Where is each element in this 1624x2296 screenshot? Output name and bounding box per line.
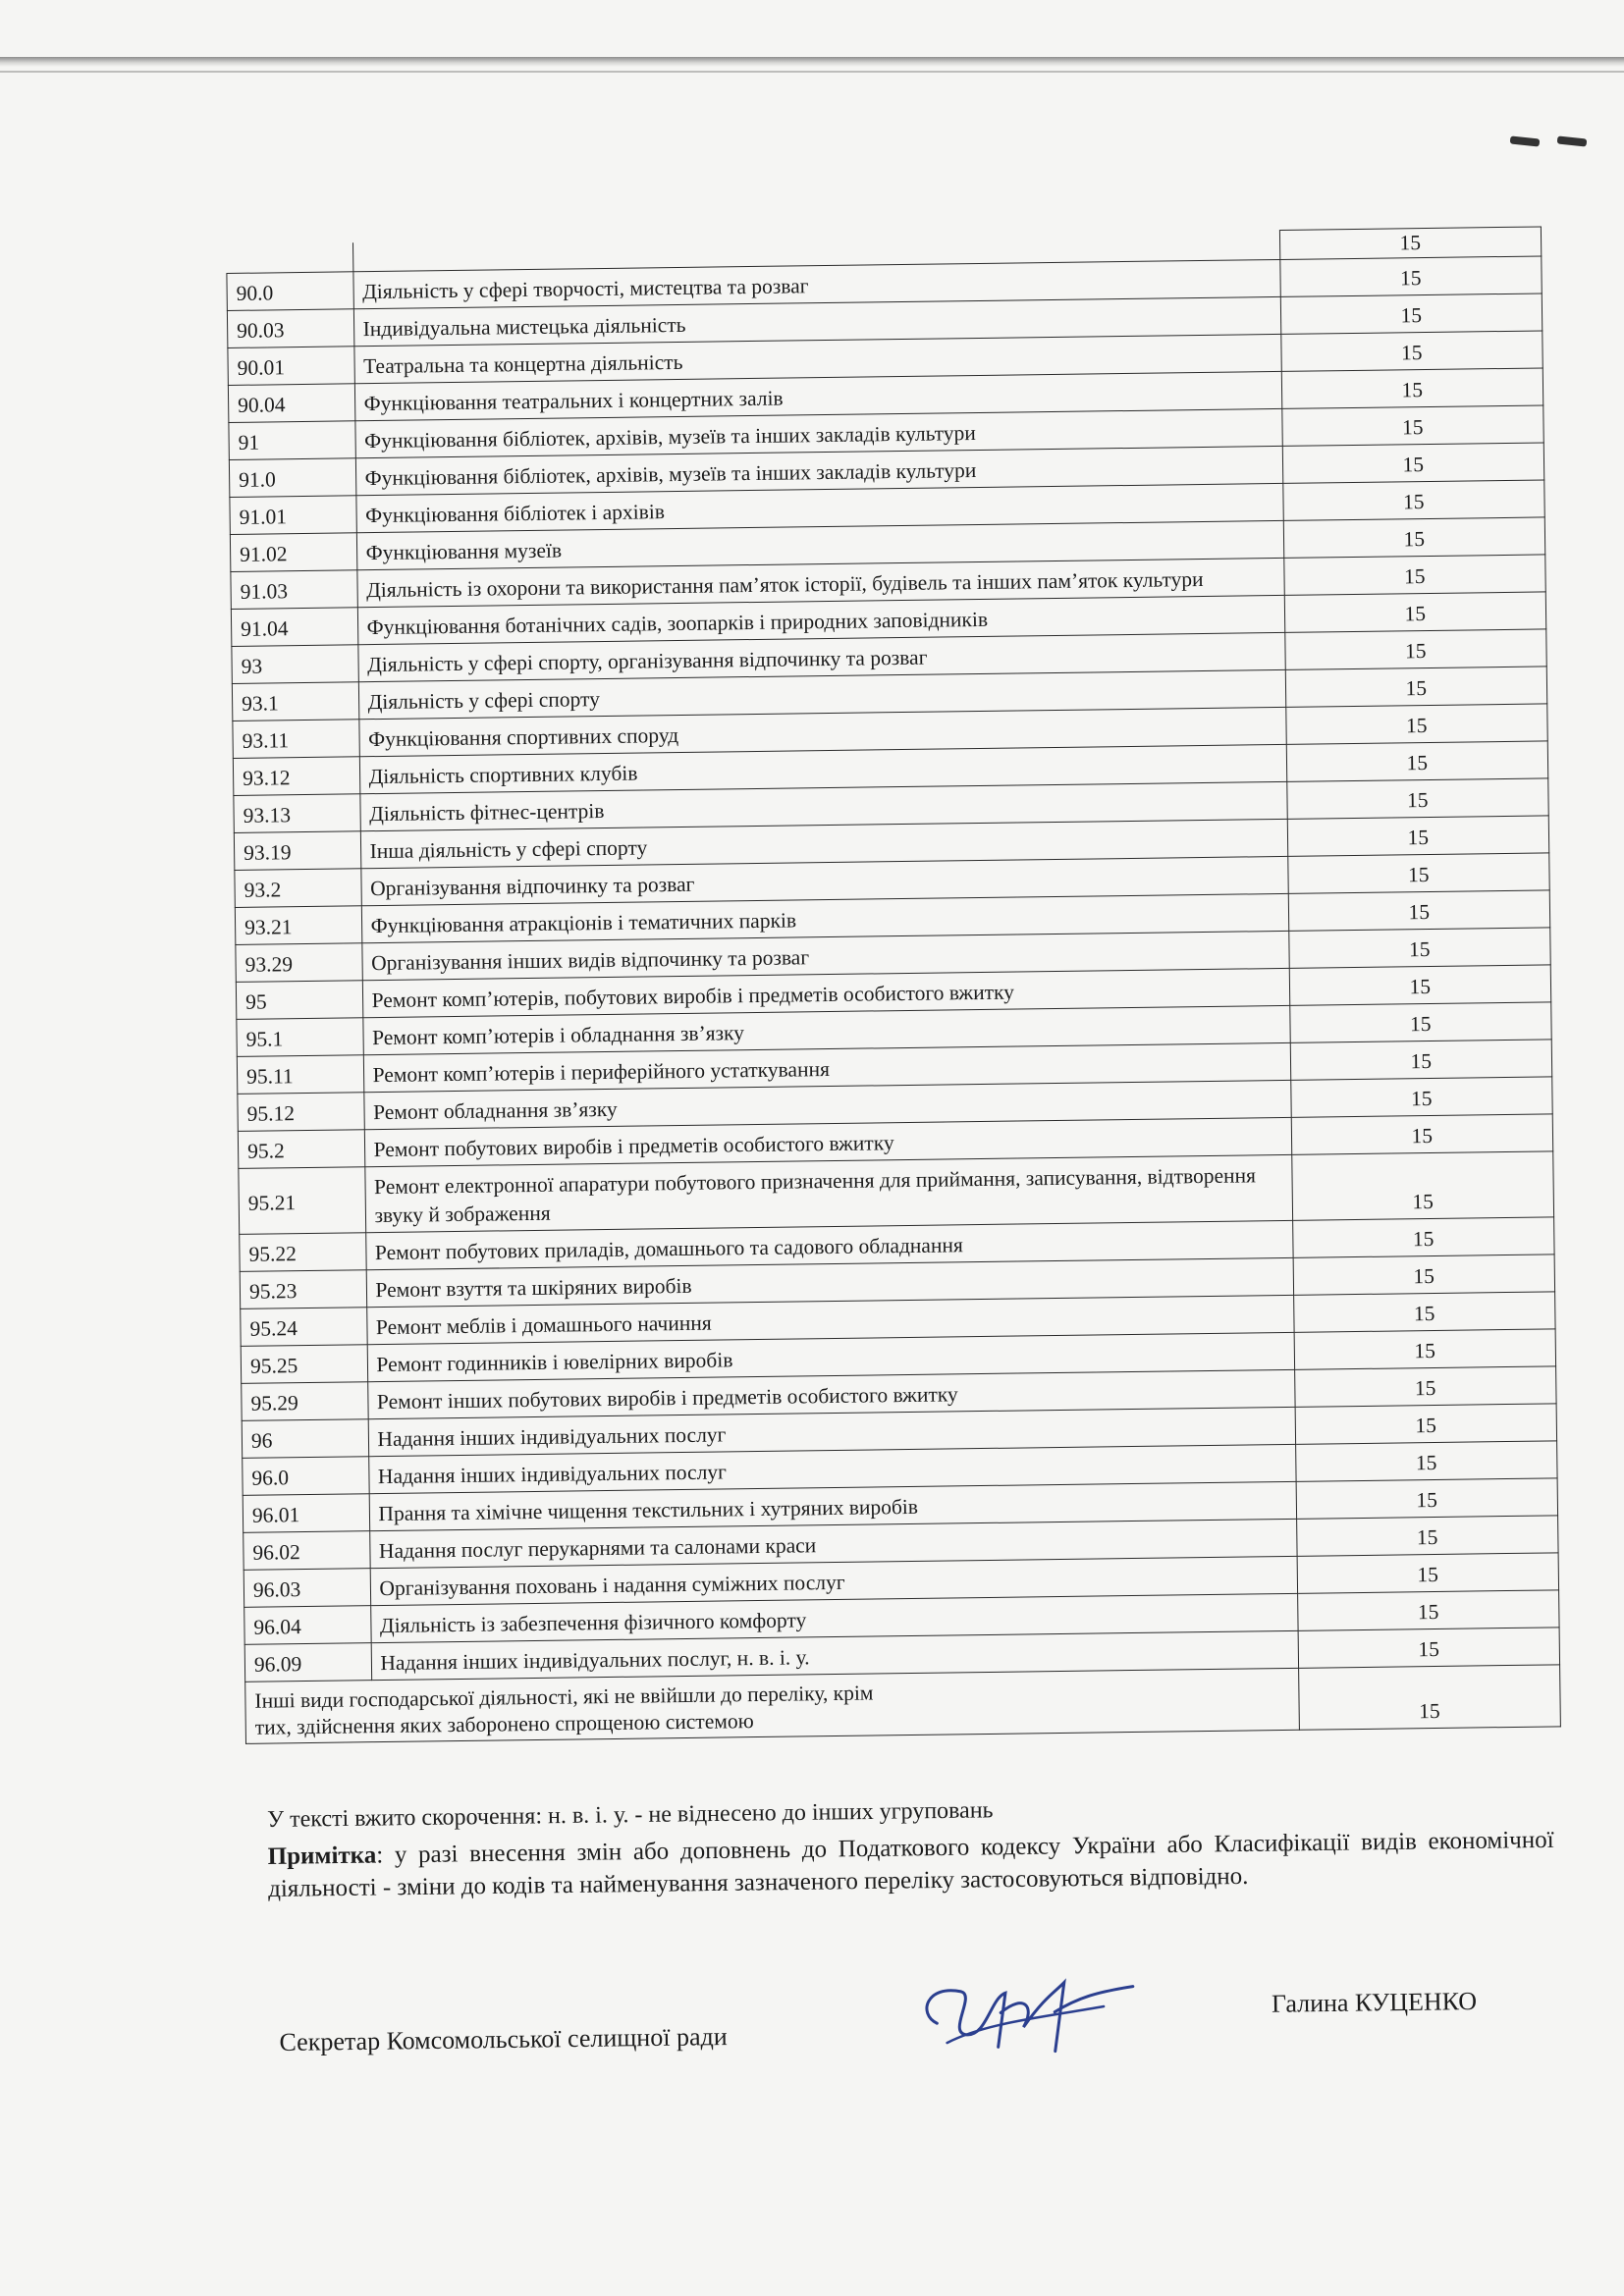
code-cell: 96.04 — [244, 1606, 371, 1645]
signatory-name: Галина КУЦЕНКО — [1271, 1987, 1478, 2018]
code-cell: 95.11 — [237, 1055, 363, 1095]
code-cell: 95.21 — [239, 1167, 365, 1235]
code-cell: 93.1 — [232, 682, 358, 721]
activity-name-cell: Ремонт комп’ютерів і периферійного устаткування — [363, 1042, 1290, 1092]
activity-name-cell: Ремонт побутових приладів, домашнього та садового обладнання — [365, 1220, 1292, 1269]
activity-codes-table — [226, 226, 1561, 1743]
activity-name-cell: Надання послуг перукарнями та салонами краси — [369, 1519, 1296, 1568]
code-cell: 95 — [236, 981, 362, 1020]
code-cell: 96.0 — [243, 1457, 369, 1496]
code-cell: 95.29 — [242, 1382, 368, 1421]
remark-note — [267, 1824, 1554, 1905]
rate-cell: 15 — [1287, 853, 1549, 893]
code-cell: 95.2 — [238, 1130, 364, 1169]
code-cell: 95.23 — [240, 1270, 366, 1309]
other-activities-cell: Інші види господарської діяльності, які не ввійшли до переліку, крім тих, здійснення яких заборонено спрощеною системою — [245, 1668, 1299, 1743]
rate-cell: 15 — [1282, 443, 1544, 483]
rate-cell: 15 — [1297, 1590, 1559, 1630]
handwritten-signature — [906, 1951, 1144, 2072]
rate-cell: 15 — [1296, 1478, 1558, 1519]
rate-cell: 15 — [1283, 555, 1545, 595]
code-cell: 93.11 — [233, 720, 359, 759]
rate-cell: 15 — [1294, 1366, 1556, 1407]
activity-name-cell: Діяльність із охорони та використання пам’яток історії, будівель та інших пам’яток культури — [356, 558, 1283, 607]
code-cell: 95.25 — [241, 1345, 367, 1384]
activity-name-cell: Ремонт комп’ютерів, побутових виробів і предметів особистого вжитку — [362, 968, 1289, 1017]
rate-cell: 15 — [1295, 1441, 1557, 1481]
activity-name-cell: Театральна та концертна діяльність — [353, 334, 1280, 383]
scan-top-line — [0, 71, 1624, 73]
activity-name-cell: Інша діяльність у сфері спорту — [360, 819, 1287, 868]
rate-cell: 15 — [1286, 741, 1548, 781]
code-cell: 95.24 — [241, 1308, 367, 1347]
code-cell: 93.12 — [233, 757, 359, 796]
code-cell: 93 — [232, 645, 358, 684]
code-cell: 90.04 — [228, 384, 354, 423]
rate-cell: 15 — [1298, 1665, 1560, 1730]
code-cell: 96.03 — [244, 1569, 370, 1608]
code-cell: 95.1 — [237, 1018, 363, 1057]
rate-cell: 15 — [1295, 1404, 1557, 1444]
rate-cell: 15 — [1284, 629, 1546, 669]
rate-cell: 15 — [1288, 890, 1550, 931]
rate-cell: 15 — [1284, 592, 1546, 632]
code-cell: 93.19 — [234, 831, 360, 871]
activity-name-cell: Ремонт побутових виробів і предметів особистого вжитку — [364, 1117, 1291, 1166]
rate-cell: 15 — [1286, 778, 1548, 819]
scan-top-edge — [0, 57, 1624, 67]
code-cell: 90.03 — [227, 309, 353, 348]
rate-cell: 15 — [1281, 368, 1543, 408]
code-cell: 95.22 — [240, 1233, 366, 1272]
rate-cell: 15 — [1290, 1040, 1552, 1080]
stub-empty-cell — [227, 242, 353, 274]
rate-cell: 15 — [1279, 256, 1542, 296]
signature-block — [279, 1987, 1517, 2091]
code-cell: 91.02 — [230, 533, 356, 572]
code-cell: 93.21 — [235, 906, 361, 945]
activity-name-cell: Індивідуальна мистецька діяльність — [353, 296, 1280, 346]
notes-block — [267, 1788, 1554, 1905]
code-cell: 90.01 — [228, 347, 354, 386]
rate-cell: 15 — [1296, 1516, 1558, 1556]
activity-name-cell: Функціювання бібліотек, архівів, музеїв та інших закладів культури — [354, 408, 1281, 457]
code-cell: 93.13 — [234, 794, 360, 833]
activity-name-cell: Ремонт інших побутових виробів і предметів особистого вжитку — [367, 1369, 1294, 1418]
remark-text: : у разі внесення змін або доповнень до Податкового кодексу України або Класифікації видів економічної діяльності - зміни до кодів та найменування зазначеного переліку застосовуються відповідно. — [267, 1826, 1554, 1902]
activity-name-cell: Функціювання ботанічних садів, зоопарків і природних заповідників — [357, 595, 1284, 644]
code-cell: 96.02 — [244, 1531, 370, 1571]
code-cell: 91.03 — [231, 570, 357, 610]
activity-name-cell: Надання інших індивідуальних послуг, н. в. і. у. — [371, 1630, 1298, 1680]
rate-cell: 15 — [1285, 704, 1547, 744]
rate-cell: 15 — [1287, 816, 1549, 856]
code-cell: 91 — [229, 421, 355, 460]
activity-name-cell: Діяльність спортивних клубів — [359, 744, 1286, 793]
rate-cell: 15 — [1293, 1255, 1555, 1295]
activity-name-cell: Функціювання атракціонів і тематичних парків — [361, 893, 1288, 942]
scan-mark — [1557, 135, 1588, 146]
activity-name-cell: Функціювання спортивних споруд — [358, 707, 1285, 756]
scan-mark — [1510, 135, 1541, 146]
rate-cell: 15 — [1289, 965, 1551, 1005]
rate-cell: 15 — [1289, 1002, 1551, 1042]
activity-name-cell: Ремонт електронної апаратури побутового призначення для приймання, записування, відтворення звуку й зображення — [364, 1154, 1292, 1232]
rate-cell: 15 — [1293, 1292, 1555, 1332]
rate-cell: 15 — [1297, 1553, 1559, 1593]
activity-name-cell: Надання інших індивідуальних послуг — [368, 1444, 1295, 1493]
activity-name-cell: Організування поховань і надання суміжних послуг — [370, 1556, 1297, 1605]
rate-cell: 15 — [1291, 1114, 1553, 1154]
activity-name-cell: Діяльність у сфері спорту — [358, 669, 1285, 719]
rate-cell: 15 — [1282, 480, 1544, 520]
rate-cell: 15 — [1280, 294, 1543, 334]
activity-name-cell: Надання інших індивідуальних послуг — [368, 1407, 1295, 1456]
rate-cell: 15 — [1294, 1329, 1556, 1369]
code-cell: 95.12 — [238, 1093, 364, 1132]
signatory-position: Секретар Комсомольської селищної ради — [279, 2022, 728, 2056]
rate-cell: 15 — [1291, 1151, 1553, 1220]
activity-name-cell: Ремонт комп’ютерів і обладнання зв’язку — [362, 1005, 1289, 1054]
activity-name-cell: Ремонт меблів і домашнього начиння — [366, 1295, 1293, 1344]
code-cell: 96 — [242, 1419, 368, 1459]
code-cell: 91.0 — [229, 458, 355, 498]
remark-label: Примітка — [267, 1842, 377, 1870]
activity-name-cell: Діяльність у сфері спорту, організування відпочинку та розваг — [357, 632, 1284, 681]
code-cell: 93.29 — [236, 943, 362, 983]
rate-cell: 15 — [1288, 928, 1550, 968]
activity-name-cell: Організування інших видів відпочинку та розваг — [361, 931, 1288, 980]
activity-name-cell: Ремонт взуття та шкіряних виробів — [366, 1257, 1293, 1307]
activity-name-cell: Ремонт обладнання зв’язку — [363, 1080, 1290, 1129]
rate-cell: 15 — [1285, 667, 1547, 707]
activity-name-cell: Функціювання бібліотек, архівів, музеїв та інших закладів культури — [355, 446, 1282, 495]
abbreviation-note: У тексті вжито скорочення: н. в. і. у. - не віднесено до інших угруповань — [267, 1797, 994, 1833]
rate-cell: 15 — [1290, 1077, 1552, 1117]
activity-name-cell: Діяльність із забезпечення фізичного комфорту — [370, 1593, 1297, 1642]
activity-name-cell: Функціювання бібліотек і архівів — [355, 483, 1282, 532]
rate-cell: 15 — [1292, 1217, 1554, 1257]
activity-name-cell: Організування відпочинку та розваг — [360, 856, 1287, 905]
activity-codes-table-sheet — [226, 226, 1561, 1743]
code-cell: 90.0 — [227, 272, 353, 311]
rate-cell: 15 — [1298, 1628, 1560, 1668]
code-cell: 96.09 — [244, 1643, 371, 1682]
code-cell: 93.2 — [235, 869, 361, 908]
activity-name-cell: Функціювання театральних і концертних залів — [354, 371, 1281, 420]
activity-name-cell: Прання та хімічне чищення текстильних і хутряних виробів — [369, 1481, 1296, 1530]
code-cell: 96.01 — [243, 1494, 369, 1533]
activity-name-cell: Діяльність у сфері творчості, мистецтва та розваг — [352, 259, 1279, 308]
rate-cell: 15 — [1279, 227, 1542, 259]
activity-name-cell: Діяльність фітнес-центрів — [359, 781, 1286, 830]
activity-name-cell: Ремонт годинників і ювелірних виробів — [367, 1332, 1294, 1381]
rate-cell: 15 — [1283, 517, 1545, 558]
code-cell: 91.04 — [231, 608, 357, 647]
activity-name-cell: Функціювання музеїв — [356, 520, 1283, 569]
code-cell: 91.01 — [230, 496, 356, 535]
rate-cell: 15 — [1280, 331, 1543, 371]
rate-cell: 15 — [1281, 405, 1543, 446]
